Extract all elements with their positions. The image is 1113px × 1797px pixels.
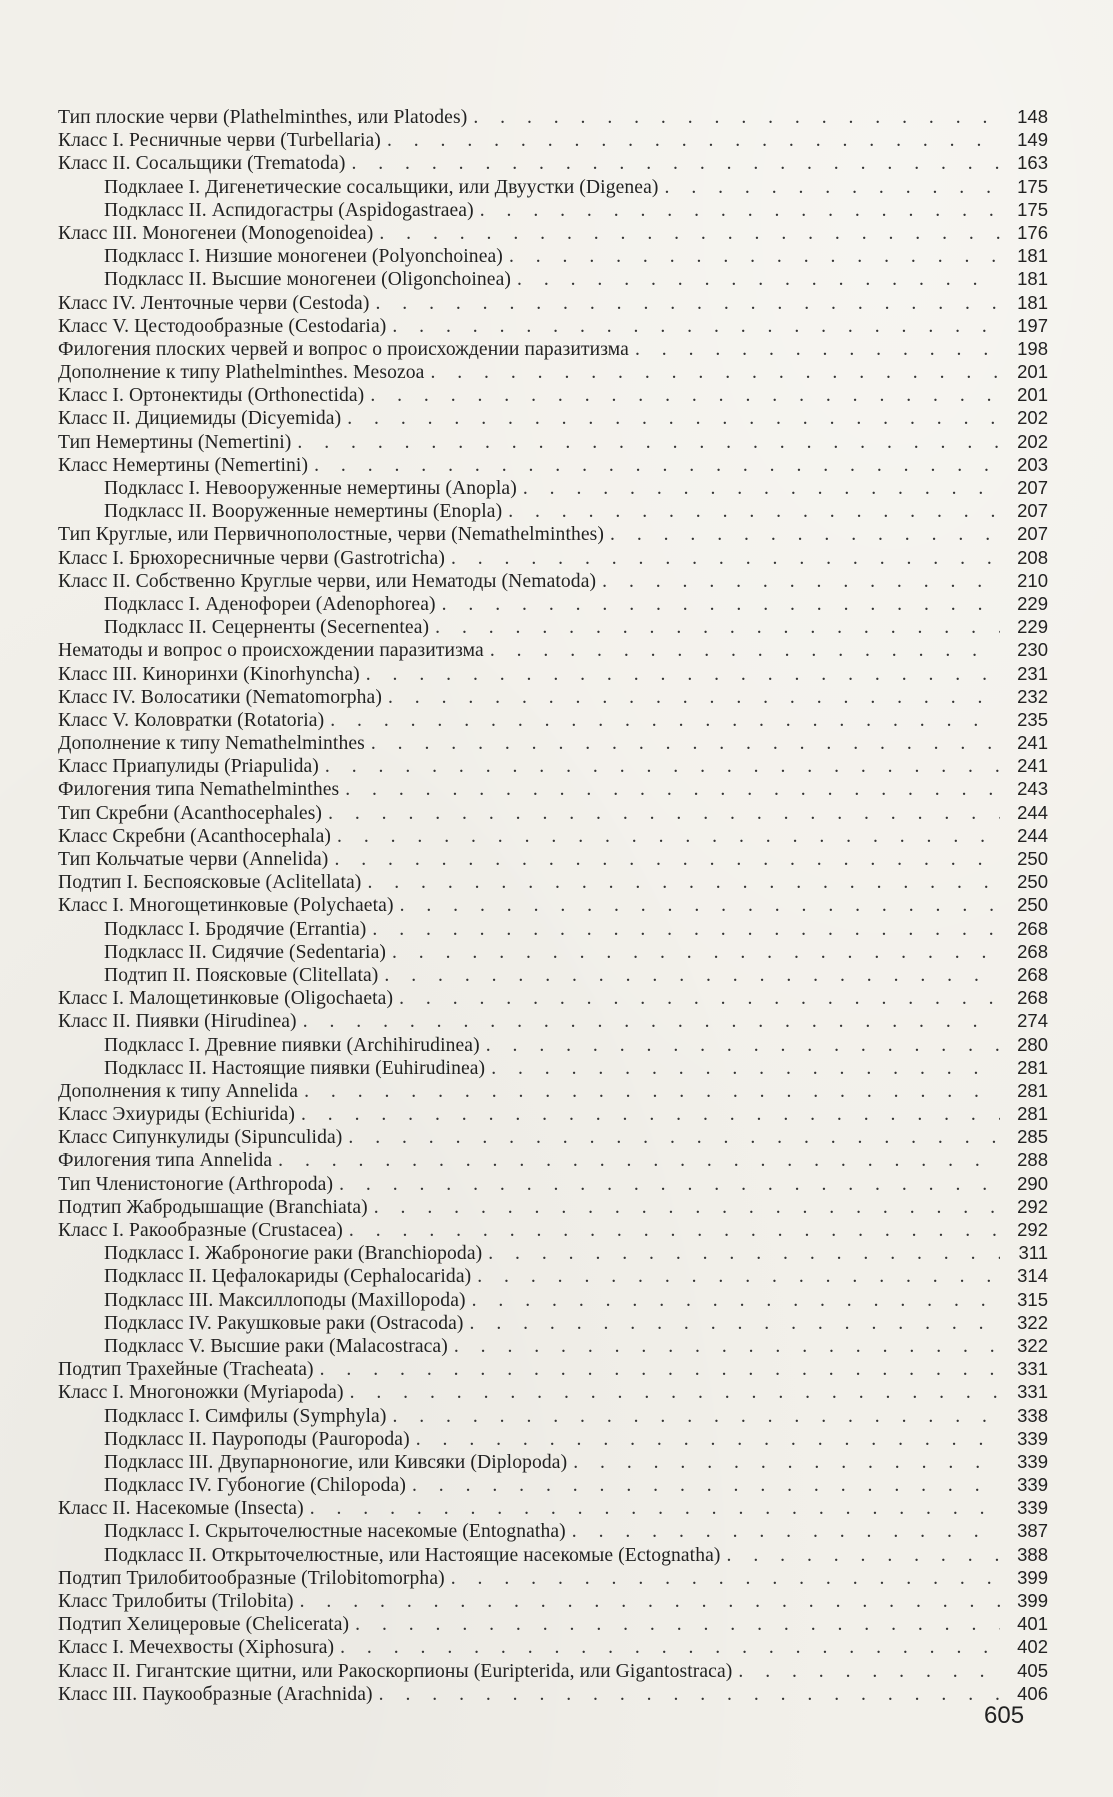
toc-entry: [58, 522, 1048, 545]
toc-entry-page: 232: [1017, 685, 1048, 707]
toc-entry-title: Подтип I. Беспоясковые (Aclitellata): [58, 872, 362, 894]
toc-entry: [58, 638, 1048, 661]
dot-leader: [349, 1219, 1000, 1241]
toc-entry: [58, 1450, 1048, 1473]
toc-entry: [58, 128, 1048, 151]
toc-entry-page: 388: [1017, 1543, 1048, 1565]
toc-entry-title: Подкласс II. Сецерненты (Secernentea): [104, 617, 430, 639]
toc-entry-title: Класс Сипункулиды (Sipunculida): [58, 1127, 343, 1149]
toc-entry-page: 339: [1017, 1427, 1048, 1449]
dot-leader: [454, 1335, 1000, 1357]
toc-entry-title: Класс I. Брюхоресничные черви (Gastrotricha): [58, 547, 445, 569]
toc-entry: [58, 383, 1048, 406]
toc-entry-title: Класс II. Пиявки (Hirudinea): [58, 1011, 297, 1033]
toc-entry: [58, 1056, 1048, 1079]
toc-entry-title: Класс I. Ракообразные (Crustacea): [58, 1220, 343, 1241]
toc-entry: [58, 1125, 1048, 1148]
dot-leader: [371, 732, 1000, 754]
dot-leader: [509, 245, 1000, 267]
toc-entry: [58, 1033, 1048, 1056]
dot-leader: [366, 663, 1000, 685]
toc-entry-page: 202: [1017, 430, 1048, 452]
toc-entry: [58, 1195, 1048, 1218]
dot-leader: [400, 894, 1000, 916]
toc-entry-page: 338: [1017, 1404, 1048, 1426]
toc-entry-page: 387: [1017, 1520, 1048, 1542]
toc-entry-title: Филогения типа Nemathelminthes: [58, 779, 340, 801]
toc-entry: [58, 1612, 1048, 1635]
toc-entry-page: 148: [1017, 106, 1048, 127]
dot-leader: [392, 941, 1000, 963]
toc-entry-page: 244: [1017, 824, 1048, 846]
toc-entry: [58, 1427, 1048, 1450]
toc-entry-page: 201: [1017, 361, 1048, 383]
toc-entry: [58, 175, 1048, 198]
toc-entry: [58, 406, 1048, 429]
toc-entry-page: 281: [1017, 1103, 1048, 1125]
toc-entry-title: Подкласс III. Двупарноногие, или Кивсяки (Diplopoda): [104, 1451, 568, 1473]
dot-leader: [412, 1474, 1000, 1496]
dot-leader: [372, 918, 1000, 940]
toc-entry: [58, 1334, 1048, 1357]
toc-entry: [58, 360, 1048, 383]
toc-entry-title: Класс Скребни (Acanthocephala): [58, 825, 332, 847]
toc-entry: [58, 847, 1048, 870]
toc-entry: [58, 708, 1048, 731]
toc-entry: [58, 1635, 1048, 1658]
toc-entry: [58, 592, 1048, 615]
toc-entry-page: 274: [1017, 1010, 1048, 1032]
toc-entry-page: 322: [1017, 1334, 1048, 1356]
toc-entry: [58, 1380, 1048, 1403]
toc-entry-page: 250: [1017, 848, 1048, 869]
dot-leader: [350, 1381, 1000, 1403]
toc-entry-title: Филогения плоских червей и вопрос о происхождении паразитизма: [58, 338, 629, 360]
toc-entry: [58, 685, 1048, 708]
toc-entry: [58, 291, 1048, 314]
dot-leader: [602, 570, 1000, 592]
toc-entry: [58, 824, 1048, 847]
toc-entry-title: Класс I. Многощетинковые (Polychaeta): [58, 895, 394, 917]
toc-entry: [58, 1589, 1048, 1612]
toc-entry-page: 322: [1017, 1311, 1048, 1333]
toc-entry: [58, 986, 1048, 1009]
toc-entry: [58, 314, 1048, 337]
toc-entry-page: 208: [1017, 546, 1048, 568]
toc-entry: [58, 499, 1048, 522]
toc-entry-page: 339: [1017, 1450, 1048, 1472]
toc-entry-page: 181: [1017, 291, 1048, 313]
toc-entry-page: 201: [1017, 384, 1048, 406]
dot-leader: [375, 292, 1000, 314]
toc-entry-page: 235: [1017, 708, 1048, 730]
toc-entry-page: 288: [1017, 1149, 1048, 1171]
toc-entry: [58, 940, 1048, 963]
toc-entry-title: Подкласс II. Настоящие пиявки (Euhirudinea): [104, 1057, 486, 1079]
toc-entry: [58, 1473, 1048, 1496]
toc-entry-title: Класс I. Ортонектиды (Orthonectida): [58, 385, 365, 407]
toc-entry-page: 197: [1017, 314, 1048, 336]
toc-entry: [58, 1404, 1048, 1427]
toc-entry-title: Подкласс IV. Губоногие (Chilopoda): [104, 1475, 406, 1497]
toc-entry-title: Класс II. Насекомые (Insecta): [58, 1498, 304, 1520]
toc-entry-title: Подтип Трилобитообразные (Trilobitomorpha): [58, 1567, 445, 1589]
toc-entry-title: Класс I. Многоножки (Myriapoda): [58, 1382, 344, 1404]
dot-leader: [738, 1660, 1000, 1682]
dot-leader: [314, 454, 1000, 476]
dot-leader: [304, 1080, 1000, 1102]
toc-entry-title: Класс Эхиуриды (Echiurida): [58, 1104, 295, 1126]
dot-leader: [297, 431, 1000, 453]
toc-entry: [58, 198, 1048, 221]
dot-leader: [320, 1358, 1000, 1380]
toc-entry: [58, 1311, 1048, 1334]
toc-entry-page: 202: [1017, 407, 1048, 429]
toc-entry-page: 281: [1017, 1056, 1048, 1078]
dot-leader: [367, 871, 1000, 893]
toc-entry-page: 292: [1017, 1195, 1048, 1217]
dot-leader: [303, 1010, 1000, 1032]
dot-leader: [473, 106, 1000, 128]
toc-entry: [58, 1519, 1048, 1542]
dot-leader: [384, 964, 1000, 986]
toc-entry-title: Класс III. Моногенеи (Monogenoidea): [58, 222, 374, 244]
dot-leader: [451, 1567, 1000, 1589]
toc-entry-page: 181: [1017, 245, 1048, 267]
toc-entry: [58, 1079, 1048, 1102]
toc-entry: [58, 569, 1048, 592]
dot-leader: [348, 1126, 1000, 1148]
toc-entry-title: Класс III. Киноринхи (Kinorhyncha): [58, 663, 360, 685]
toc-entry: [58, 267, 1048, 290]
dot-leader: [435, 616, 1000, 638]
toc-entry-page: 339: [1017, 1497, 1048, 1519]
dot-leader: [345, 778, 1000, 800]
toc-entry-title: Класс I. Малощетинковые (Oligochaeta): [58, 988, 394, 1010]
toc-entry-title: Тип Членистоногие (Arthropoda): [58, 1173, 334, 1195]
toc-entry: [58, 1172, 1048, 1195]
dot-leader: [572, 1520, 1000, 1542]
toc-entry-title: Тип Круглые, или Первичнополостные, черви (Nemathelminthes): [58, 524, 605, 546]
toc-entry-title: Подкласс I. Аденофореи (Adenophorea): [104, 593, 436, 615]
toc-entry: [58, 546, 1048, 569]
toc-entry-title: Подкласс II. Сидячие (Sedentaria): [104, 941, 386, 963]
toc-entry-title: Тип Кольчатые черви (Annelida): [58, 849, 329, 870]
toc-entry-page: 250: [1017, 871, 1048, 893]
dot-leader: [523, 477, 1000, 499]
dot-leader: [310, 1497, 1000, 1519]
toc-entry-title: Филогения типа Annelida: [58, 1150, 273, 1172]
toc-entry-page: 281: [1017, 1079, 1048, 1101]
dot-leader: [328, 802, 1000, 824]
toc-entry-title: Класс Немертины (Nemertini): [58, 454, 309, 476]
dot-leader: [486, 1034, 1000, 1056]
toc-entry-title: Подкласс I. Симфилы (Symphyla): [104, 1405, 387, 1427]
dot-leader: [334, 848, 1000, 870]
dot-leader: [278, 1149, 1000, 1171]
toc-entry-page: 230: [1017, 639, 1048, 661]
toc-entry-page: 229: [1017, 616, 1048, 638]
dot-leader: [399, 987, 1000, 1009]
toc-entry-title: Дополнение к типу Plathelminthes. Mesozoa: [58, 362, 425, 384]
toc-entry-page: 175: [1017, 198, 1048, 220]
toc-entry-title: Подкласс I. Жаброногие раки (Branchiopoda): [104, 1243, 483, 1265]
toc-entry-page: 207: [1017, 523, 1048, 545]
toc-entry: [58, 1218, 1048, 1241]
dot-leader: [340, 1636, 1000, 1658]
toc-entry: [58, 1009, 1048, 1032]
toc-entry: [58, 1566, 1048, 1589]
dot-leader: [442, 593, 1000, 615]
toc-entry: [58, 893, 1048, 916]
dot-leader: [491, 1057, 1000, 1079]
toc-entry-title: Класс III. Паукообразные (Arachnida): [58, 1683, 373, 1705]
toc-entry: [58, 917, 1048, 940]
toc-entry-page: 314: [1017, 1265, 1048, 1287]
dot-leader: [379, 222, 1000, 244]
toc-entry-title: Подкласс II. Цефалокариды (Cephalocarida): [104, 1266, 472, 1288]
dot-leader: [370, 384, 1000, 406]
toc-entry-title: Класс IV. Ленточные черви (Cestoda): [58, 292, 370, 314]
toc-entry: [58, 870, 1048, 893]
dot-leader: [355, 1613, 1000, 1635]
dot-leader: [472, 1289, 1000, 1311]
toc-entry: [58, 1241, 1048, 1264]
toc-entry-title: Подкласс II. Вооруженные немертины (Enopla): [104, 501, 503, 523]
dot-leader: [387, 129, 1000, 151]
toc-entry-title: Класс IV. Волосатики (Nematomorpha): [58, 686, 382, 708]
toc-entry-title: Подкласс III. Максиллоподы (Maxillopoda): [104, 1289, 466, 1311]
toc-entry-page: 175: [1017, 175, 1048, 197]
toc-entry-page: 198: [1017, 337, 1048, 359]
toc-entry-title: Подкласс I. Бродячие (Errantia): [104, 918, 367, 940]
toc-entry-title: Класс II. Собственно Круглые черви, или Нематоды (Nematoda): [58, 570, 597, 592]
toc-entry: [58, 1148, 1048, 1171]
toc-entry: [58, 662, 1048, 685]
dot-leader: [727, 1544, 1000, 1566]
toc-entry-title: Подкласс I. Невооруженные немертины (Anopla): [104, 478, 517, 499]
dot-leader: [488, 1242, 1000, 1264]
dot-leader: [337, 825, 1000, 847]
toc-entry-page: 207: [1017, 500, 1048, 522]
dot-leader: [470, 1312, 1000, 1334]
table-of-contents: [58, 105, 1048, 1705]
toc-entry-title: Подкласс V. Высшие раки (Malacostraca): [104, 1335, 448, 1357]
dot-leader: [374, 1196, 1000, 1218]
toc-entry-page: 268: [1017, 917, 1048, 939]
dot-leader: [610, 523, 1000, 545]
dot-leader: [480, 199, 1000, 221]
dot-leader: [392, 1405, 1000, 1427]
toc-entry-page: 402: [1017, 1636, 1048, 1658]
toc-entry-page: 243: [1017, 778, 1048, 800]
toc-entry-title: Подкласс II. Аспидогастры (Aspidogastraea): [104, 199, 474, 221]
toc-entry-title: Тип Немертины (Nemertini): [58, 431, 292, 453]
dot-leader: [388, 686, 1000, 708]
toc-entry-title: Нематоды и вопрос о происхождении паразитизма: [58, 640, 484, 662]
toc-entry-page: 250: [1017, 894, 1048, 916]
toc-entry-title: Дополнение к типу Nemathelminthes: [58, 733, 365, 755]
toc-entry: [58, 1659, 1048, 1682]
toc-entry-page: 399: [1017, 1590, 1048, 1611]
toc-entry-title: Дополнения к типу Annelida: [58, 1080, 299, 1102]
toc-entry-title: Подтип II. Поясковые (Clitellata): [104, 964, 379, 986]
toc-entry-page: 268: [1017, 987, 1048, 1009]
toc-entry-page: 405: [1017, 1659, 1048, 1681]
toc-entry-title: Класс V. Цестодообразные (Cestodaria): [58, 315, 387, 337]
toc-entry: [58, 963, 1048, 986]
toc-entry: [58, 337, 1048, 360]
toc-entry-title: Тип плоские черви (Plathelminthes, или Platodes): [58, 107, 468, 128]
toc-entry-page: 210: [1017, 569, 1048, 591]
toc-entry-page: 339: [1017, 1474, 1048, 1496]
toc-entry: [58, 731, 1048, 754]
dot-leader: [300, 1590, 1000, 1612]
toc-entry-title: Подкласс IV. Ракушковые раки (Ostracoda): [104, 1312, 464, 1334]
page-number: 605: [984, 1702, 1025, 1729]
toc-entry-title: Подкласс II. Высшие моногенеи (Oligonchoinea): [104, 269, 512, 291]
toc-entry-title: Подклаее I. Дигенетические сосальщики, или Двуустки (Digenea): [104, 176, 659, 198]
toc-entry-title: Подкласс II. Пауроподы (Pauropoda): [104, 1428, 410, 1450]
dot-leader: [325, 755, 1000, 777]
toc-entry-page: 203: [1017, 453, 1048, 475]
dot-leader: [351, 152, 1000, 174]
dot-leader: [635, 338, 1000, 360]
toc-entry-page: 311: [1018, 1242, 1048, 1264]
toc-entry-title: Подкласс I. Скрыточелюстные насекомые (Entognatha): [104, 1521, 566, 1543]
dot-leader: [573, 1451, 1000, 1473]
dot-leader: [508, 500, 1000, 522]
dot-leader: [392, 315, 1000, 337]
toc-entry: [58, 1264, 1048, 1287]
toc-entry-title: Подтип Трахейные (Tracheata): [58, 1359, 314, 1381]
toc-entry-page: 163: [1017, 152, 1048, 174]
toc-entry-page: 181: [1017, 268, 1048, 290]
dot-leader: [490, 639, 1000, 661]
toc-entry: [58, 777, 1048, 800]
toc-entry-page: 229: [1017, 592, 1048, 614]
dot-leader: [330, 709, 1000, 731]
toc-entry-page: 207: [1017, 477, 1048, 498]
toc-entry: [58, 754, 1048, 777]
toc-entry: [58, 476, 1048, 499]
toc-entry-title: Класс I. Мечехвосты (Xiphosura): [58, 1637, 335, 1659]
dot-leader: [517, 268, 1000, 290]
dot-leader: [665, 176, 1000, 198]
toc-entry: [58, 221, 1048, 244]
dot-leader: [339, 1173, 1000, 1195]
toc-entry-page: 268: [1017, 963, 1048, 985]
dot-leader: [477, 1265, 1000, 1287]
toc-entry-title: Класс Трилобиты (Trilobita): [58, 1591, 294, 1612]
toc-entry: [58, 453, 1048, 476]
toc-entry: [58, 430, 1048, 453]
toc-entry-title: Тип Скребни (Acanthocephales): [58, 802, 323, 824]
toc-entry-title: Подкласс II. Открыточелюстные, или Настоящие насекомые (Ectognatha): [104, 1544, 721, 1566]
toc-entry-page: 292: [1017, 1219, 1048, 1240]
toc-entry-title: Подтип Жабродышащие (Branchiata): [58, 1196, 368, 1218]
toc-entry-title: Подтип Хелицеровые (Chelicerata): [58, 1614, 350, 1636]
toc-entry-page: 268: [1017, 940, 1048, 962]
toc-entry-page: 331: [1017, 1381, 1048, 1403]
dot-leader: [416, 1428, 1000, 1450]
toc-entry-page: 406: [1017, 1682, 1048, 1704]
toc-entry-title: Класс V. Коловратки (Rotatoria): [58, 709, 325, 731]
toc-entry-page: 401: [1017, 1613, 1048, 1635]
toc-entry-title: Класс I. Ресничные черви (Turbellaria): [58, 130, 381, 152]
dot-leader: [347, 407, 1000, 429]
toc-entry-page: 290: [1017, 1172, 1048, 1194]
dot-leader: [301, 1103, 1000, 1125]
dot-leader: [379, 1683, 1000, 1705]
toc-entry: [58, 151, 1048, 174]
toc-entry: [58, 1102, 1048, 1125]
toc-entry-page: 399: [1017, 1566, 1048, 1588]
toc-entry-page: 285: [1017, 1126, 1048, 1148]
toc-entry-page: 241: [1017, 732, 1048, 754]
toc-entry-title: Класс II. Дициемиды (Dicyemida): [58, 408, 342, 430]
toc-entry-title: Класс Приапулиды (Priapulida): [58, 756, 319, 778]
toc-entry-page: 331: [1017, 1358, 1048, 1380]
toc-entry-title: Класс II. Гигантские щитни, или Ракоскорпионы (Euripterida, или Gigantostraca): [58, 1660, 733, 1682]
toc-entry-title: Класс II. Сосальщики (Trematoda): [58, 153, 346, 175]
toc-entry-title: Подкласс I. Древние пиявки (Archihirudinea): [104, 1034, 480, 1056]
toc-entry: [58, 801, 1048, 824]
toc-entry: [58, 105, 1048, 128]
toc-entry-page: 244: [1017, 801, 1048, 823]
toc-entry: [58, 1357, 1048, 1380]
toc-entry-page: 231: [1017, 662, 1048, 684]
toc-entry-page: 241: [1017, 755, 1048, 777]
toc-entry-title: Подкласс I. Низшие моногенеи (Polyonchoinea): [104, 246, 503, 268]
toc-entry-page: 149: [1017, 129, 1048, 151]
dot-leader: [451, 547, 1000, 569]
toc-entry: [58, 1496, 1048, 1519]
toc-entry: [58, 1682, 1048, 1705]
toc-entry-page: 315: [1017, 1288, 1048, 1310]
toc-entry: [58, 1543, 1048, 1566]
dot-leader: [430, 361, 1000, 383]
toc-entry: [58, 244, 1048, 267]
toc-entry: [58, 615, 1048, 638]
toc-entry-page: 280: [1017, 1033, 1048, 1055]
toc-entry-page: 176: [1017, 221, 1048, 243]
toc-entry: [58, 1288, 1048, 1311]
